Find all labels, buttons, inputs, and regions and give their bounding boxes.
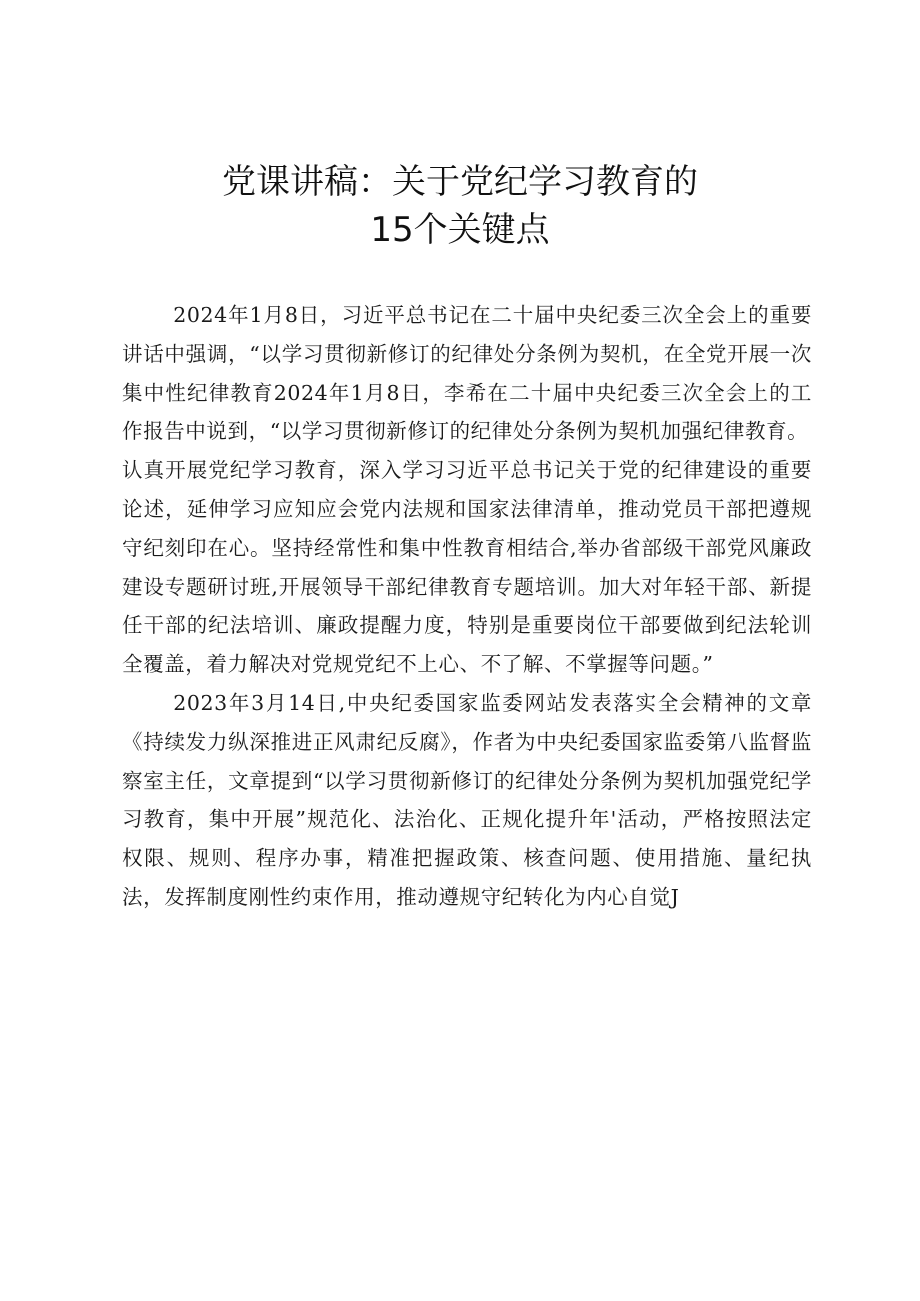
title-line-1: 党课讲稿：关于党纪学习教育的 xyxy=(222,162,698,202)
paragraph-1: 2024年1月8日，习近平总书记在二十届中央纪委三次全会上的重要讲话中强调，“以学习贯彻新修订的纪律处分条例为契机，在全党开展一次集中性纪律教育2024年1月8日，李希在二十届中央纪委三次全会上的工作报告中说到，“以学习贯彻新修订的纪律处分条例为契机加强纪律教育。 xyxy=(122,303,812,444)
document-body xyxy=(122,296,812,917)
title-line-2: 15个关键点 xyxy=(370,210,550,250)
paragraph-3: 2023年3月14日,中央纪委国家监委网站发表落实全会精神的文章《持续发力纵深推进正风肃纪反腐》，作者为中央纪委国家监委第八监督监察室主任，文章提到“以学习贯彻新修订的纪律处分条例为契机加强党纪学习教育，集中开展”规范化、法治化、正规化提升年'活动，严格按照法定权限、规则、程序办事，精准把握政策、核查问题、使用措施、量纪执法，发挥制度刚性约束作用，推动遵规守纪转化为内心自觉J xyxy=(122,690,812,909)
page-title xyxy=(0,158,920,254)
paragraph-2: 认真开展党纪学习教育，深入学习习近平总书记关于党的纪律建设的重要论述，延伸学习应知应会党内法规和国家法律清单，推动党员干部把遵规守纪刻印在心。坚持经常性和集中性教育相结合,举办省部级干部党风廉政建设专题研讨班,开展领导干部纪律教育专题培训。加大对年轻干部、新提任干部的纪法培训、廉政提醒力度，特别是重要岗位干部要做到纪法轮训全覆盖，着力解决对党规党纪不上心、不了解、不掌握等问题。” xyxy=(122,458,812,677)
